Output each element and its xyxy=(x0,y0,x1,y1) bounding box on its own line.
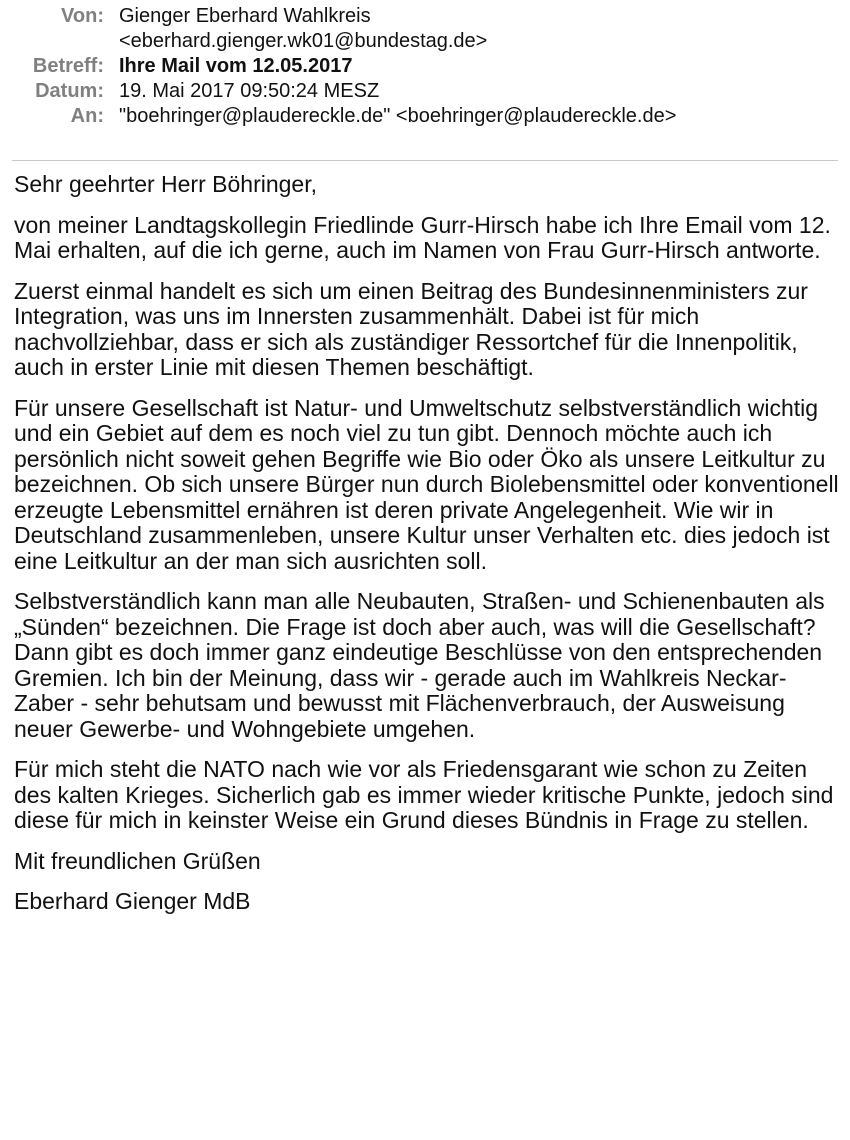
greeting: Sehr geehrter Herr Böhringer, xyxy=(14,171,317,197)
subject-value: Ihre Mail vom 12.05.2017 xyxy=(119,55,353,77)
to-label: An: xyxy=(70,105,104,127)
closing: Mit freundlichen Grüßen xyxy=(14,847,261,874)
email-header xyxy=(0,4,850,129)
body-paragraph-1: von meiner Landtagskollegin Friedlinde Gurr-Hirsch habe ich Ihre Email vom 12. Mai erhalten, auf die ich gerne, auch im Namen von Frau Gurr-Hirsch antworte. xyxy=(14,211,831,263)
date-value: 19. Mai 2017 09:50:24 MESZ xyxy=(119,80,380,102)
from-label: Von: xyxy=(61,5,104,27)
subject-row xyxy=(0,54,850,79)
date-row xyxy=(0,79,850,104)
subject-label: Betreff: xyxy=(32,55,104,77)
header-divider xyxy=(12,160,838,161)
to-row xyxy=(0,104,850,129)
date-label: Datum: xyxy=(35,80,104,102)
signature: Eberhard Gienger MdB xyxy=(14,888,251,914)
email-body xyxy=(14,172,842,930)
body-paragraph-5: Für mich steht die NATO nach wie vor als Friedensgarant wie schon zu Zeiten des kalten Krieges. Sicherlich gab es immer wieder kritische Punkte, jedoch sind diese für mich in keinster Weise ein Grund dieses Bündnis in Frage zu stellen. xyxy=(14,756,834,833)
body-paragraph-2: Zuerst einmal handelt es sich um einen Beitrag des Bundesinnenministers zur Integration, was uns im Innersten zusammenhält. Dabei ist für mich nachvollziehbar, dass er sich als zuständiger Ressortchef für die Innenpolitik, auch in erster Linie mit diesen Themen beschäftigt. xyxy=(14,277,808,380)
from-name[interactable]: Gienger Eberhard Wahlkreis xyxy=(119,5,371,27)
from-row xyxy=(0,4,850,29)
body-paragraph-3: Für unsere Gesellschaft ist Natur- und Umweltschutz selbstverständlich wichtig und ein Gebiet auf dem es noch viel zu tun gibt. Dennoch möchte auch ich persönlich nicht soweit gehen Begriffe wie Bio oder Öko als unsere Leitkultur zu bezeichnen. Ob sich unsere Bürger nun durch Biolebensmittel oder konventionell erzeugte Lebensmittel ernähren ist deren private Angelegenheit. Wie wir in Deutschland zusammenleben, unsere Kultur unser Verhalten etc. dies jedoch ist eine Leitkultur an der man sich ausrichten soll. xyxy=(14,394,839,574)
from-email-row xyxy=(0,29,850,54)
from-email[interactable]: <eberhard.gienger.wk01@bundestag.de> xyxy=(119,30,488,52)
to-value[interactable]: "boehringer@plaudereckle.de" <boehringer@plaudereckle.de> xyxy=(119,105,677,127)
from-email-spacer xyxy=(0,29,104,54)
body-paragraph-4: Selbstverständlich kann man alle Neubauten, Straßen- und Schienenbauten als „Sünden“ bezeichnen. Die Frage ist doch aber auch, was will die Gesellschaft? Dann gibt es doch immer ganz eindeutige Beschlüsse von den entsprechenden Gremien. Ich bin der Meinung, dass wir - gerade auch im Wahlkreis Neckar-Zaber - sehr behutsam und bewusst mit Flächenverbrauch, der Ausweisung neuer Gewerbe- und Wohngebiete umgehen. xyxy=(14,588,825,742)
